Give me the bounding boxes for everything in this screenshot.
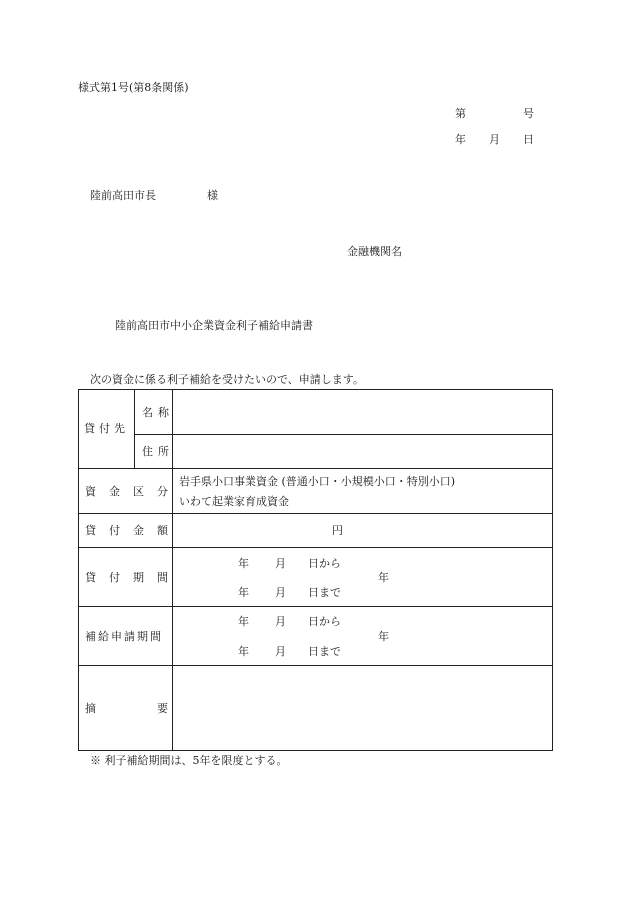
applicant-label: 金融機関名 bbox=[347, 245, 402, 258]
divider bbox=[79, 547, 553, 548]
fund-category-line2: いわて起業家育成資金 bbox=[179, 495, 289, 508]
lender-name-label: 名称 bbox=[142, 406, 174, 419]
fund-category-label: 資金区分 bbox=[85, 485, 181, 498]
lender-label: 貸付先 bbox=[84, 422, 129, 435]
divider bbox=[134, 434, 553, 435]
loan-from-year: 年 bbox=[238, 557, 249, 570]
footnote: ※ 利子補給期間は、5年を限度とする。 bbox=[90, 754, 288, 767]
loan-amount-unit: 円 bbox=[332, 524, 343, 537]
divider bbox=[79, 606, 553, 607]
date-month: 月 bbox=[489, 133, 500, 146]
remarks-field[interactable] bbox=[179, 672, 549, 744]
subsidy-total-unit: 年 bbox=[378, 630, 389, 643]
addressee-name: 陸前高田市長 bbox=[90, 189, 156, 202]
form-number: 様式第1号(第8条関係) bbox=[78, 81, 189, 94]
lender-name-field[interactable] bbox=[179, 400, 549, 428]
subsidy-from-year: 年 bbox=[238, 615, 249, 628]
subsidy-period-label: 補給申請期間 bbox=[85, 630, 163, 643]
lender-address-field[interactable] bbox=[179, 440, 549, 462]
subsidy-to-month: 月 bbox=[275, 645, 286, 658]
loan-period-label: 貸付期間 bbox=[85, 571, 181, 584]
doc-no-suffix: 号 bbox=[523, 107, 534, 120]
doc-no-prefix: 第 bbox=[455, 107, 466, 120]
page-title: 陸前高田市中小企業資金利子補給申請書 bbox=[115, 319, 313, 332]
loan-to-month: 月 bbox=[275, 586, 286, 599]
remarks-label-left: 摘 bbox=[85, 702, 96, 715]
divider bbox=[134, 390, 135, 468]
lender-address-label: 住所 bbox=[142, 445, 174, 458]
divider bbox=[79, 513, 553, 514]
loan-from-day: 日から bbox=[308, 557, 341, 570]
subsidy-from-day: 日から bbox=[308, 615, 341, 628]
loan-total-unit: 年 bbox=[378, 571, 389, 584]
subsidy-to-year: 年 bbox=[238, 645, 249, 658]
application-table bbox=[78, 389, 553, 751]
date-day: 日 bbox=[523, 133, 534, 146]
intro-text: 次の資金に係る利子補給を受けたいので、申請します。 bbox=[90, 373, 364, 386]
fund-category-line1: 岩手県小口事業資金 (普通小口・小規模小口・特別小口) bbox=[179, 475, 456, 488]
loan-amount-field[interactable] bbox=[179, 517, 419, 543]
subsidy-from-month: 月 bbox=[275, 615, 286, 628]
divider bbox=[79, 468, 553, 469]
subsidy-to-day: 日まで bbox=[308, 645, 341, 658]
date-year: 年 bbox=[455, 133, 466, 146]
loan-to-day: 日まで bbox=[308, 586, 341, 599]
loan-from-month: 月 bbox=[275, 557, 286, 570]
loan-amount-label: 貸付金額 bbox=[85, 524, 181, 537]
remarks-label-right: 要 bbox=[157, 702, 168, 715]
addressee-honorific: 様 bbox=[207, 189, 218, 202]
divider bbox=[79, 665, 553, 666]
loan-to-year: 年 bbox=[238, 586, 249, 599]
